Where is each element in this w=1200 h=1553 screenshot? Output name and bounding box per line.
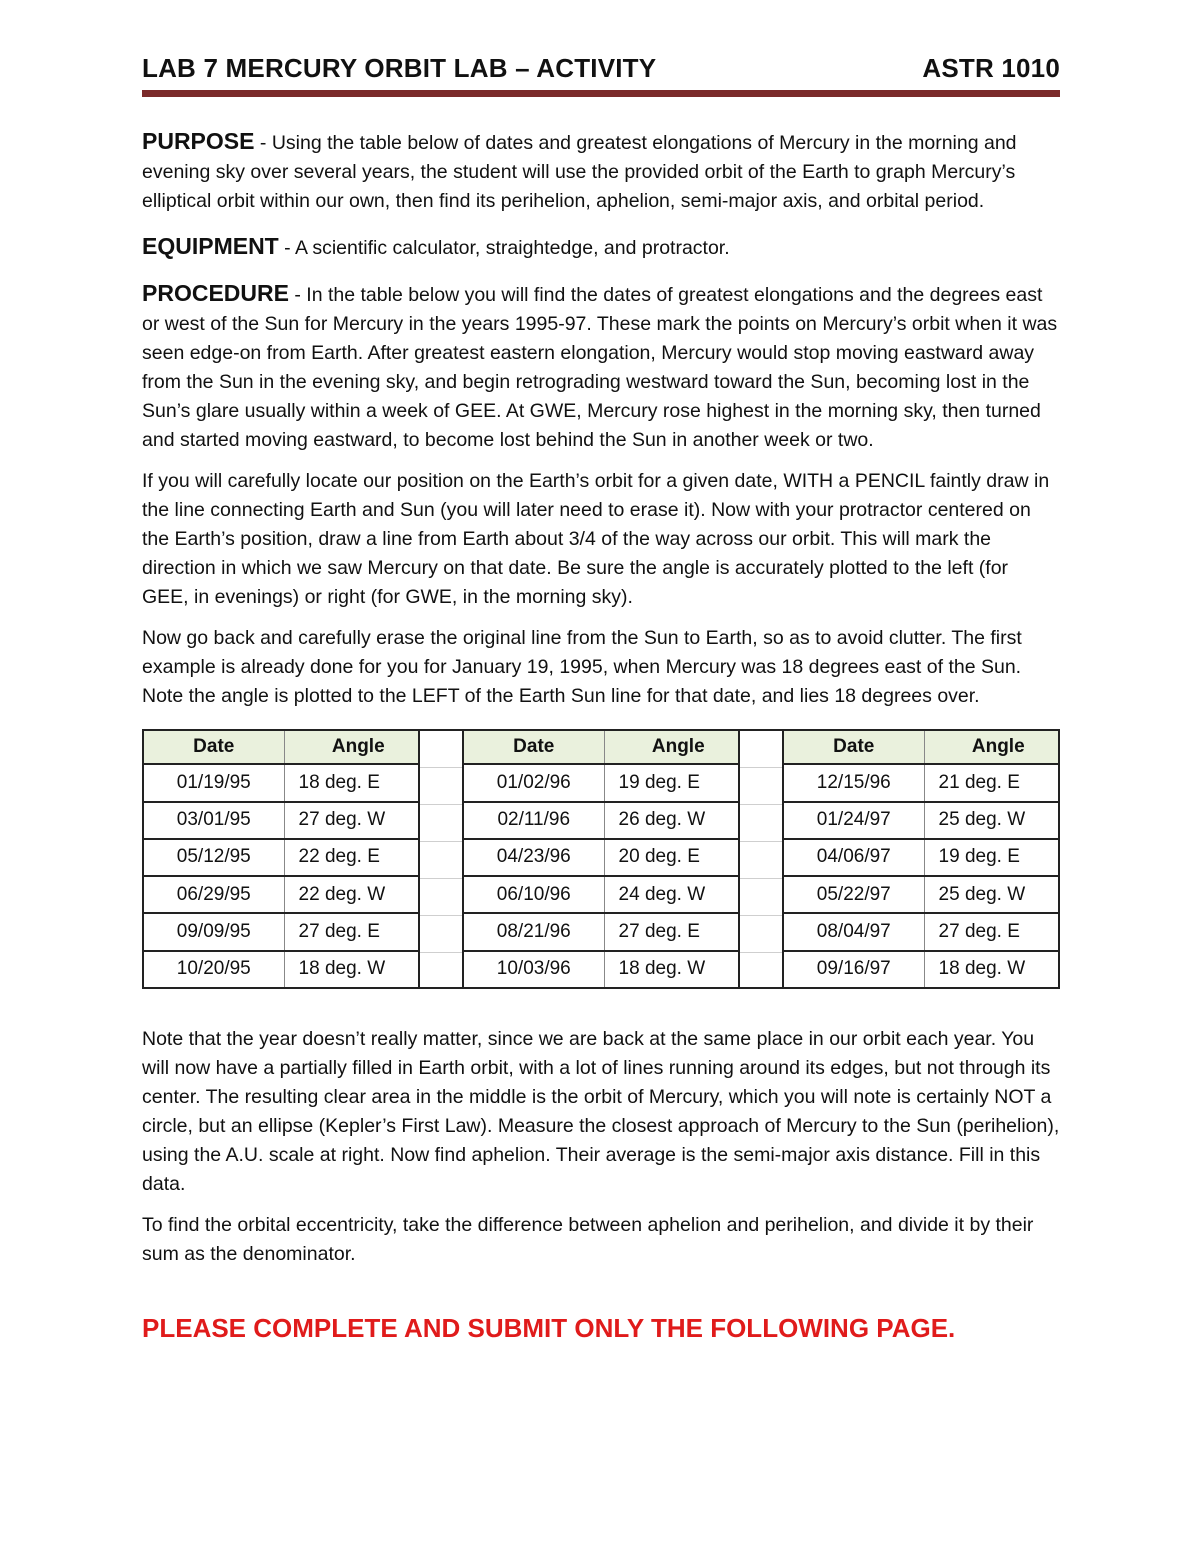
purpose-label: PURPOSE — [142, 128, 255, 154]
date-cell: 10/03/96 — [464, 951, 604, 987]
angle-cell: 18 deg. W — [604, 951, 738, 987]
table-spacer-column — [418, 731, 464, 987]
date-cell: 03/01/95 — [144, 802, 284, 839]
submission-notice: PLEASE COMPLETE AND SUBMIT ONLY THE FOLLOWING PAGE. — [142, 1313, 956, 1343]
elongation-table-1997 — [784, 731, 1058, 987]
table-header-row — [464, 731, 738, 764]
table-row — [464, 764, 738, 801]
table-row — [784, 876, 1058, 913]
table-spacer-column — [738, 731, 784, 987]
lab-title: LAB 7 MERCURY ORBIT LAB – ACTIVITY — [142, 53, 657, 83]
procedure-section — [142, 279, 1060, 455]
table-row — [464, 802, 738, 839]
angle-cell: 20 deg. E — [604, 839, 738, 876]
angle-cell: 26 deg. W — [604, 802, 738, 839]
angle-cell: 18 deg. W — [924, 951, 1058, 987]
angle-cell: 21 deg. E — [938, 771, 1020, 793]
angle-cell: 24 deg. W — [604, 876, 738, 913]
date-cell: 08/21/96 — [464, 913, 604, 950]
elongation-table-1995 — [144, 731, 418, 987]
date-cell: 02/11/96 — [464, 802, 604, 839]
table-row — [464, 839, 738, 876]
table-row — [144, 913, 418, 950]
elongation-table — [142, 729, 1060, 989]
instruction-paragraph-2: Now go back and carefully erase the original line from the Sun to Earth, so as to avoid clutter. The first example is already done for you for January 19, 1995, when Mercury was 18 degrees east of the Sun. Note the angle is plotted to the LEFT of the Earth Sun line for that date, and lies 18 degrees over. — [142, 627, 1022, 707]
date-cell: 05/22/97 — [784, 876, 924, 913]
date-cell: 06/29/95 — [144, 876, 284, 913]
angle-cell: 19 deg. E — [618, 771, 700, 793]
equipment-section — [142, 232, 1060, 263]
instruction-paragraph-3: Note that the year doesn’t really matter, since we are back at the same place in our orbit each year. You will now have a partially filled in Earth orbit, with a lot of lines running around its edges, but not through its center. The resulting clear area in the middle is the orbit of Mercury, which you will note is certainly NOT a circle, but an ellipse (Kepler’s First Law). Measure the closest approach of Mercury to the Sun (perihelion), using the A.U. scale at right. Now find aphelion. Their average is the semi-major axis distance. Fill in this data. — [142, 1028, 1060, 1195]
angle-cell: 27 deg. E — [604, 913, 738, 950]
angle-cell: 22 deg. W — [284, 876, 418, 913]
table-row — [144, 839, 418, 876]
table-header-row — [144, 731, 418, 764]
date-cell: 01/02/96 — [464, 764, 604, 801]
table-row — [784, 764, 1058, 801]
table-row — [464, 913, 738, 950]
table-row — [784, 913, 1058, 950]
date-cell: 12/15/96 — [784, 764, 924, 801]
angle-header: Angle — [604, 731, 738, 764]
date-header: Date — [784, 731, 924, 764]
angle-cell: 27 deg. E — [924, 913, 1058, 950]
date-cell: 04/23/96 — [464, 839, 604, 876]
table-row — [144, 951, 418, 987]
date-cell: 10/20/95 — [144, 951, 284, 987]
course-code: ASTR 1010 — [922, 53, 1060, 83]
procedure-label: PROCEDURE — [142, 280, 289, 306]
angle-cell: 27 deg. E — [284, 913, 418, 950]
angle-cell: 25 deg. W — [924, 876, 1058, 913]
table-header-row — [784, 731, 1058, 764]
date-cell: 09/09/95 — [144, 913, 284, 950]
date-cell: 05/12/95 — [144, 839, 284, 876]
instruction-paragraph-1: If you will carefully locate our position on the Earth’s orbit for a given date, WITH a PENCIL faintly draw in the line connecting Earth and Sun (you will later need to erase it). Now with your protractor centered on the Earth’s position, draw a line from Earth about 3/4 of the way across our orbit. This will mark the direction in which we saw Mercury on that date. Be sure the angle is accurately plotted to the left (for GEE, in evenings) or right (for GWE, in the morning sky). — [142, 470, 1050, 608]
angle-cell: 19 deg. E — [924, 839, 1058, 876]
table-row — [144, 876, 418, 913]
angle-cell: 27 deg. W — [284, 802, 418, 839]
purpose-section — [142, 127, 1060, 216]
table-row — [144, 802, 418, 839]
date-cell: 04/06/97 — [784, 839, 924, 876]
table-row — [784, 802, 1058, 839]
date-cell: 01/24/97 — [784, 802, 924, 839]
date-cell: 09/16/97 — [784, 951, 924, 987]
angle-cell: 18 deg. W — [284, 951, 418, 987]
procedure-text: - In the table below you will find the dates of greatest elongations and the degrees east or west of the Sun for Mercury in the years 1995-97. These mark the points on Mercury’s orbit when it was seen edge-on from Earth. After greatest eastern elongation, Mercury would stop moving eastward away from the Sun in the evening sky, and begin retrograding westward toward the Sun, becoming lost in the Sun’s glare usually within a week of GEE. At GWE, Mercury rose highest in the morning sky, then turned and started moving eastward, to become lost behind the Sun in another week or two. — [142, 284, 1058, 451]
date-cell: 08/04/97 — [784, 913, 924, 950]
header-divider — [142, 90, 1060, 97]
purpose-text: - Using the table below of dates and greatest elongations of Mercury in the morning and evening sky over several years, the student will use the provided orbit of the Earth to graph Mercury’s elliptical orbit within our own, then find its perihelion, aphelion, semi-major axis, and orbital period. — [142, 132, 1017, 212]
document-page — [142, 44, 1060, 1344]
instruction-paragraph-4: To find the orbital eccentricity, take the difference between aphelion and perihelion, and divide it by their sum as the denominator. — [142, 1214, 1034, 1265]
equipment-label: EQUIPMENT — [142, 233, 279, 259]
table-row — [144, 764, 418, 801]
table-row — [464, 876, 738, 913]
date-cell: 06/10/96 — [464, 876, 604, 913]
elongation-table-1996 — [464, 731, 738, 987]
angle-cell: 25 deg. W — [924, 802, 1058, 839]
table-row — [784, 839, 1058, 876]
date-header: Date — [144, 731, 284, 764]
table-row — [784, 951, 1058, 987]
angle-cell: 18 deg. E — [298, 771, 380, 793]
angle-cell: 22 deg. E — [284, 839, 418, 876]
angle-header: Angle — [284, 731, 418, 764]
angle-header: Angle — [924, 731, 1058, 764]
table-row — [464, 951, 738, 987]
page-header — [142, 44, 1060, 84]
date-cell: 01/19/95 — [144, 764, 284, 801]
date-header: Date — [464, 731, 604, 764]
equipment-text: - A scientific calculator, straightedge, and protractor. — [278, 237, 730, 259]
